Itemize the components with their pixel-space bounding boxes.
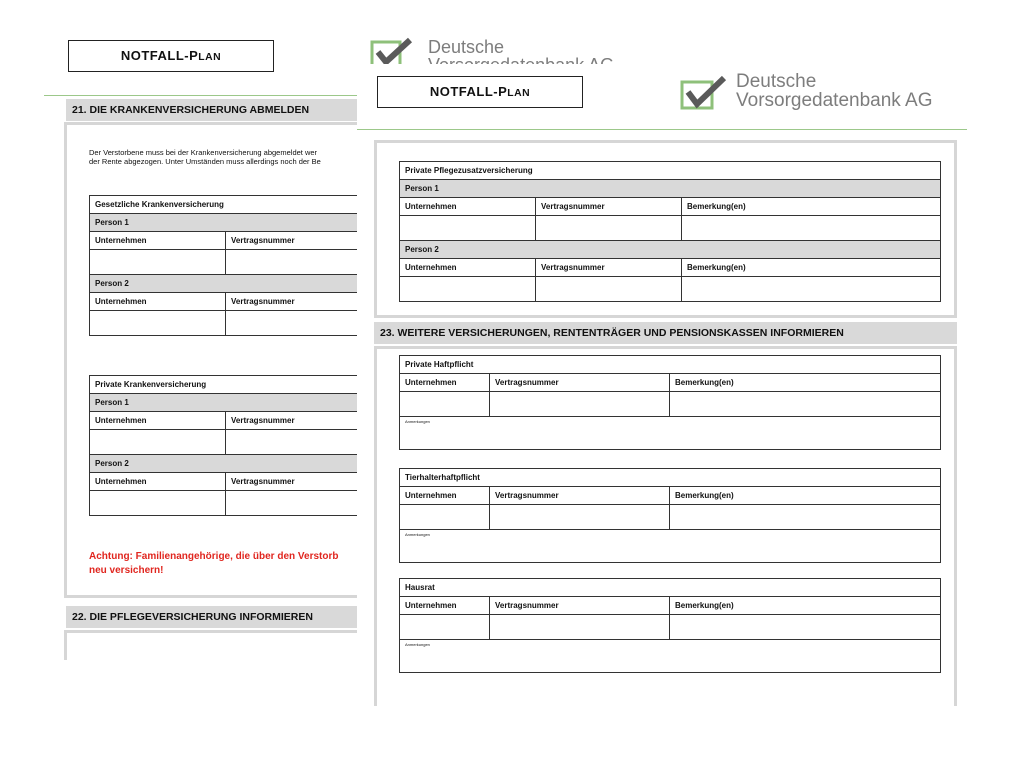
bemerkungen-cell[interactable]: [670, 615, 941, 640]
intro-line-2: der Rente abgezogen. Unter Umständen muss allerdings noch der Be: [89, 157, 321, 166]
unternehmen-cell[interactable]: [400, 392, 490, 417]
unternehmen-cell[interactable]: [90, 491, 226, 516]
col-bemerkungen: Bemerkung(en): [670, 374, 941, 392]
col-vertragsnummer: Vertragsnummer: [226, 232, 379, 250]
col-vertragsnummer: Vertragsnummer: [226, 473, 379, 491]
bemerkungen-cell[interactable]: [670, 392, 941, 417]
anmerkungen-field[interactable]: Anmerkungen: [400, 417, 941, 450]
title-prefix: NOTFALL-P: [429, 84, 508, 99]
intro-line-1: Der Verstorbene muss bei der Krankenversicherung abgemeldet wer: [89, 148, 318, 157]
section-22-frame: [64, 630, 374, 660]
col-unternehmen: Unternehmen: [90, 412, 226, 430]
unternehmen-cell[interactable]: [400, 216, 536, 241]
anmerkungen-field[interactable]: Anmerkungen: [400, 640, 941, 673]
private-kv-table: [89, 375, 379, 516]
back-document-page: [40, 32, 360, 644]
col-unternehmen: Unternehmen: [90, 293, 226, 311]
vertragsnummer-cell[interactable]: [536, 277, 682, 302]
col-vertragsnummer: Vertragsnummer: [226, 412, 379, 430]
pflegezusatz-table: [399, 161, 941, 302]
col-unternehmen: Unternehmen: [90, 473, 226, 491]
page-title-box: [377, 76, 583, 108]
col-unternehmen: Unternehmen: [400, 487, 490, 505]
unternehmen-cell[interactable]: [90, 430, 226, 455]
col-vertragsnummer: Vertragsnummer: [536, 259, 682, 277]
person-2-row: Person 2: [90, 455, 379, 473]
warning-text: [89, 550, 338, 578]
vertragsnummer-cell[interactable]: [226, 311, 379, 336]
bemerkungen-cell[interactable]: [682, 277, 941, 302]
vertragsnummer-cell[interactable]: [226, 430, 379, 455]
col-bemerkungen: Bemerkung(en): [670, 597, 941, 615]
person-1-row: Person 1: [90, 214, 379, 232]
unternehmen-cell[interactable]: [90, 250, 226, 275]
title-prefix: NOTFALL-P: [120, 48, 199, 63]
vertragsnummer-cell[interactable]: [490, 392, 670, 417]
vertragsnummer-cell[interactable]: [226, 250, 379, 275]
col-bemerkungen: Bemerkung(en): [682, 198, 941, 216]
unternehmen-cell[interactable]: [400, 615, 490, 640]
col-vertragsnummer: Vertragsnummer: [490, 597, 670, 615]
vertragsnummer-cell[interactable]: [536, 216, 682, 241]
warning-line-2: neu versichern!: [89, 565, 164, 576]
col-bemerkungen: Bemerkung(en): [682, 259, 941, 277]
checkmark-logo-icon: [680, 74, 730, 114]
intro-paragraph: [89, 148, 321, 166]
section-21-frame: [64, 122, 374, 598]
col-vertragsnummer: Vertragsnummer: [490, 374, 670, 392]
col-unternehmen: Unternehmen: [400, 259, 536, 277]
col-unternehmen: Unternehmen: [400, 198, 536, 216]
section-22-heading: 22. DIE PFLEGEVERSICHERUNG INFORMIEREN: [66, 606, 360, 628]
header-divider: [357, 129, 967, 130]
warning-line-1: Achtung: Familienangehörige, die über den Verstorb: [89, 551, 339, 562]
col-unternehmen: Unternehmen: [90, 232, 226, 250]
table-title: Private Krankenversicherung: [90, 376, 379, 394]
bemerkungen-cell[interactable]: [682, 216, 941, 241]
col-bemerkungen: Bemerkung(en): [670, 487, 941, 505]
gesetzliche-kv-table: [89, 195, 379, 336]
header-divider: [44, 95, 360, 96]
col-vertragsnummer: Vertragsnummer: [490, 487, 670, 505]
col-unternehmen: Unternehmen: [400, 597, 490, 615]
col-vertragsnummer: Vertragsnummer: [226, 293, 379, 311]
back-page-logo: [370, 36, 670, 63]
person-1-row: Person 1: [90, 394, 379, 412]
front-document-page: [357, 64, 979, 680]
tierhalter-table: [399, 468, 941, 563]
section-23-heading: 23. WEITERE VERSICHERUNGEN, RENTENTRÄGER UND PENSIONSKASSEN INFORMIEREN: [374, 322, 957, 344]
logo-line-2: Vorsorgedatenbank AG: [736, 90, 933, 111]
hausrat-table: [399, 578, 941, 673]
vertragsnummer-cell[interactable]: [490, 505, 670, 530]
page-title-box: [68, 40, 274, 72]
col-unternehmen: Unternehmen: [400, 374, 490, 392]
vertragsnummer-cell[interactable]: [226, 491, 379, 516]
vertragsnummer-cell[interactable]: [490, 615, 670, 640]
table-title: Gesetzliche Krankenversicherung: [90, 196, 379, 214]
title-suffix: LAN: [507, 88, 531, 99]
unternehmen-cell[interactable]: [400, 505, 490, 530]
col-vertragsnummer: Vertragsnummer: [536, 198, 682, 216]
table-title: Private Pflegezusatzversicherung: [400, 162, 941, 180]
logo-line-1: Deutsche: [736, 71, 817, 92]
haftpflicht-table: [399, 355, 941, 450]
table-title: Hausrat: [400, 579, 941, 597]
unternehmen-cell[interactable]: [400, 277, 536, 302]
section-21-heading: 21. DIE KRANKENVERSICHERUNG ABMELDEN: [66, 99, 360, 121]
person-1-row: Person 1: [400, 180, 941, 198]
table-title: Tierhalterhaftpflicht: [400, 469, 941, 487]
person-2-row: Person 2: [400, 241, 941, 259]
anmerkungen-field[interactable]: Anmerkungen: [400, 530, 941, 563]
bemerkungen-cell[interactable]: [670, 505, 941, 530]
table-title: Private Haftpflicht: [400, 356, 941, 374]
person-2-row: Person 2: [90, 275, 379, 293]
title-suffix: LAN: [198, 52, 222, 63]
unternehmen-cell[interactable]: [90, 311, 226, 336]
logo-line-1: Deutsche: [428, 37, 505, 57]
